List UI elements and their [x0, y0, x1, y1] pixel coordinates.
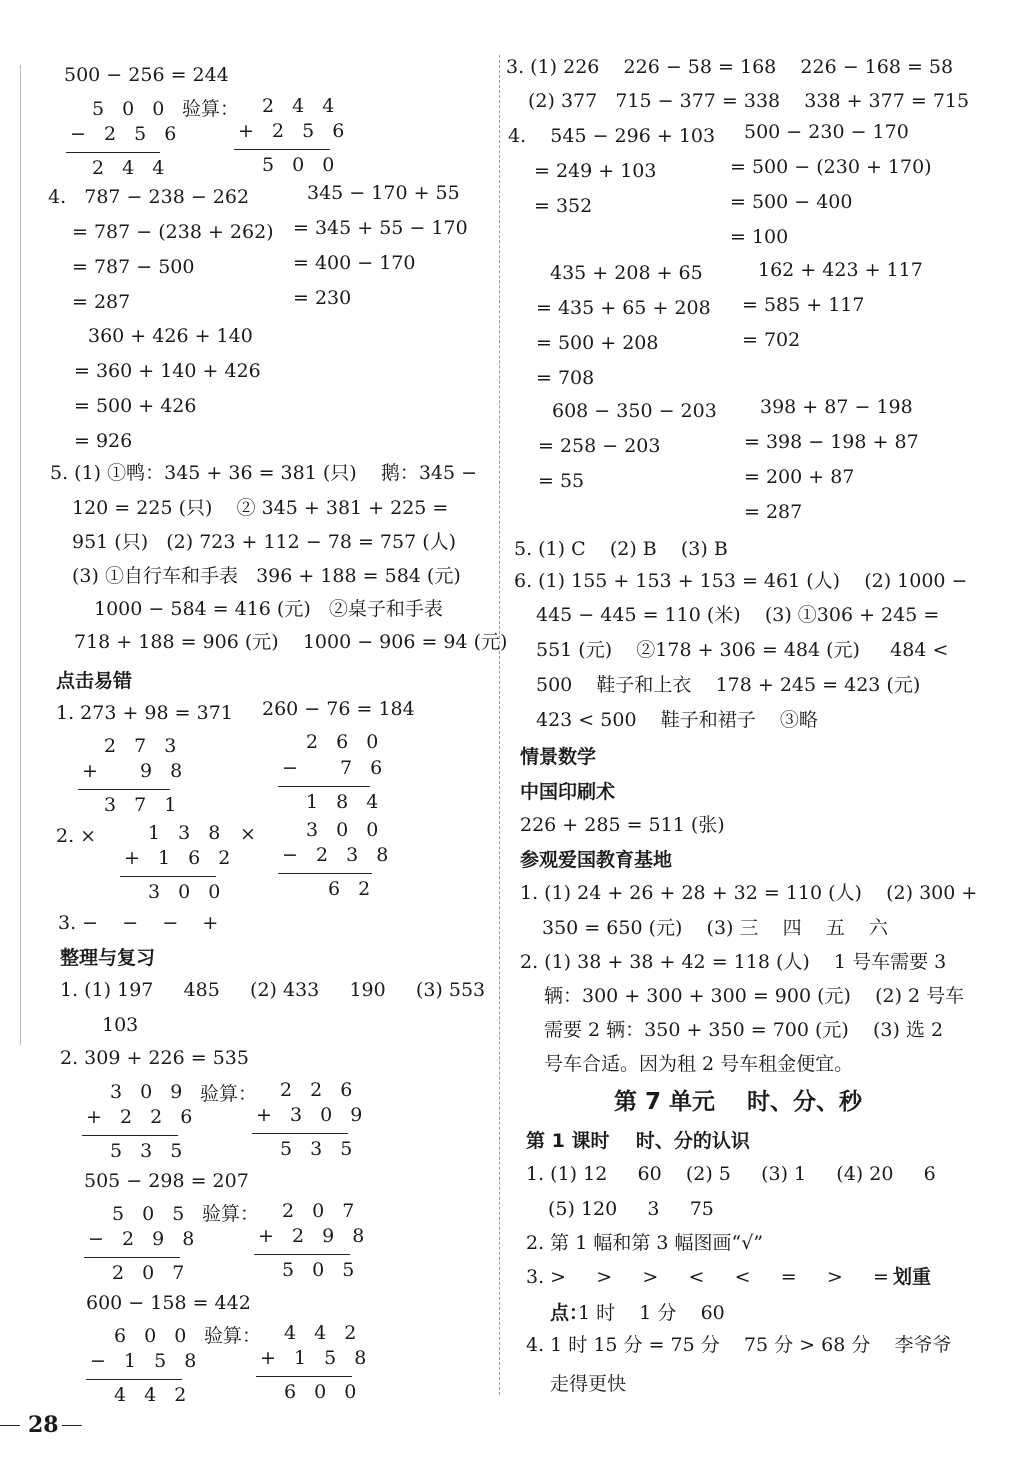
- subheading-canguan: 参观爱国教育基地: [520, 849, 673, 871]
- unit-7-title: 第 7 单元 时、分、秒: [614, 1089, 863, 1115]
- footer-rule-left: [0, 1425, 20, 1426]
- page-number: 28: [28, 1412, 59, 1438]
- footer-rule-right: [62, 1425, 82, 1426]
- subheading-yinshua: 中国印刷术: [520, 781, 616, 803]
- left-margin-line: [20, 65, 21, 1045]
- lesson-1-title: 第 1 课时 时、分的认识: [526, 1130, 750, 1152]
- highlight-label: 划重: [893, 1266, 932, 1288]
- eq-500-256: 500 − 256 = 244: [64, 64, 229, 86]
- section-heading-dianji: 点击易错: [56, 670, 133, 692]
- section-heading-zhengli: 整理与复习: [60, 947, 156, 969]
- column-divider: [499, 55, 500, 1395]
- question-5-right: 5. (1) C (2) B (3) B: [514, 538, 728, 560]
- section-heading-qingjing: 情景数学: [520, 746, 597, 768]
- u4-tail: 1 时 1 分 60: [578, 1302, 725, 1324]
- check-label: 验算：: [182, 98, 240, 120]
